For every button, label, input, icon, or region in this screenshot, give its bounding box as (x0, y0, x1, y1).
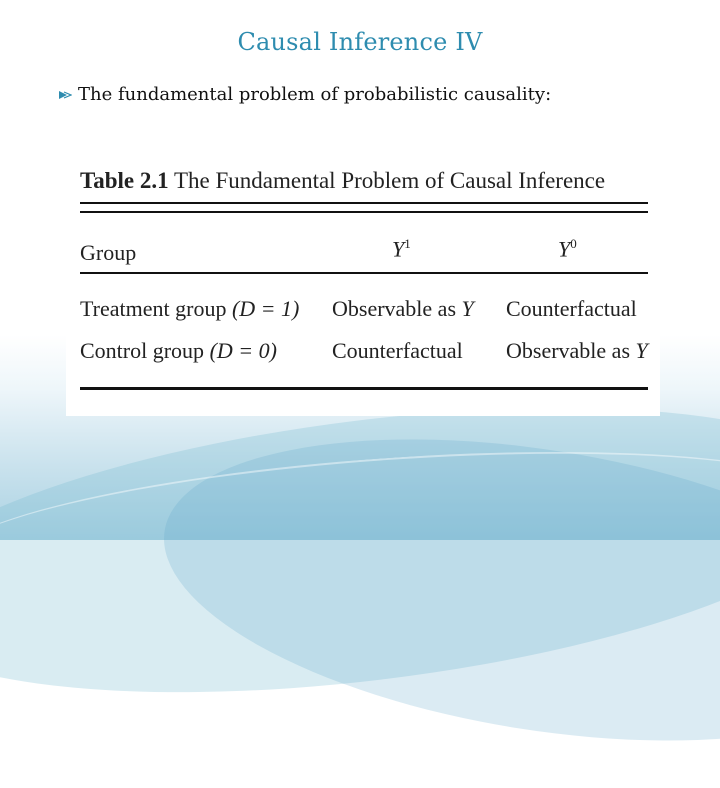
row-control-label: Control group (80, 338, 205, 363)
row-control-y1: Counterfactual (332, 338, 463, 363)
row-treatment-y1-text: Observable as (332, 296, 457, 321)
row-treatment-y1-math: Y (461, 296, 474, 321)
header-y1-sup: 1 (404, 236, 411, 251)
row-control-y0-text: Observable as (506, 338, 631, 363)
row-control-y0 (506, 338, 648, 364)
row-treatment-y1 (332, 296, 474, 322)
table-rule-top-second (80, 211, 648, 213)
row-treatment-y0: Counterfactual (506, 296, 637, 321)
table-caption (80, 168, 605, 194)
table-rule-header (80, 272, 648, 274)
bullet-text: The fundamental problem of probabilistic causality: (78, 84, 552, 105)
row-control-group (80, 338, 277, 364)
table-number: Table 2.1 (80, 168, 169, 193)
row-control-math: (D = 0) (209, 338, 277, 363)
table-image (66, 156, 660, 416)
table-caption-text: The Fundamental Problem of Causal Inference (173, 168, 606, 193)
header-y1 (392, 236, 411, 262)
arrow-bullet-icon (58, 88, 72, 102)
row-treatment-math: (D = 1) (231, 296, 300, 321)
row-treatment-group (80, 296, 299, 322)
table-rule-bottom (80, 387, 648, 390)
row-control-y0-math: Y (635, 338, 648, 363)
header-y0 (558, 236, 577, 262)
header-y1-var: Y (392, 236, 405, 262)
slide-title: Causal Inference IV (237, 28, 483, 56)
header-y0-var: Y (558, 236, 571, 262)
row-treatment-label: Treatment group (80, 296, 227, 321)
header-y0-sup: 0 (570, 236, 577, 251)
bullet-point (58, 84, 551, 105)
table-rule-top (80, 202, 648, 204)
header-group: Group (80, 240, 137, 265)
